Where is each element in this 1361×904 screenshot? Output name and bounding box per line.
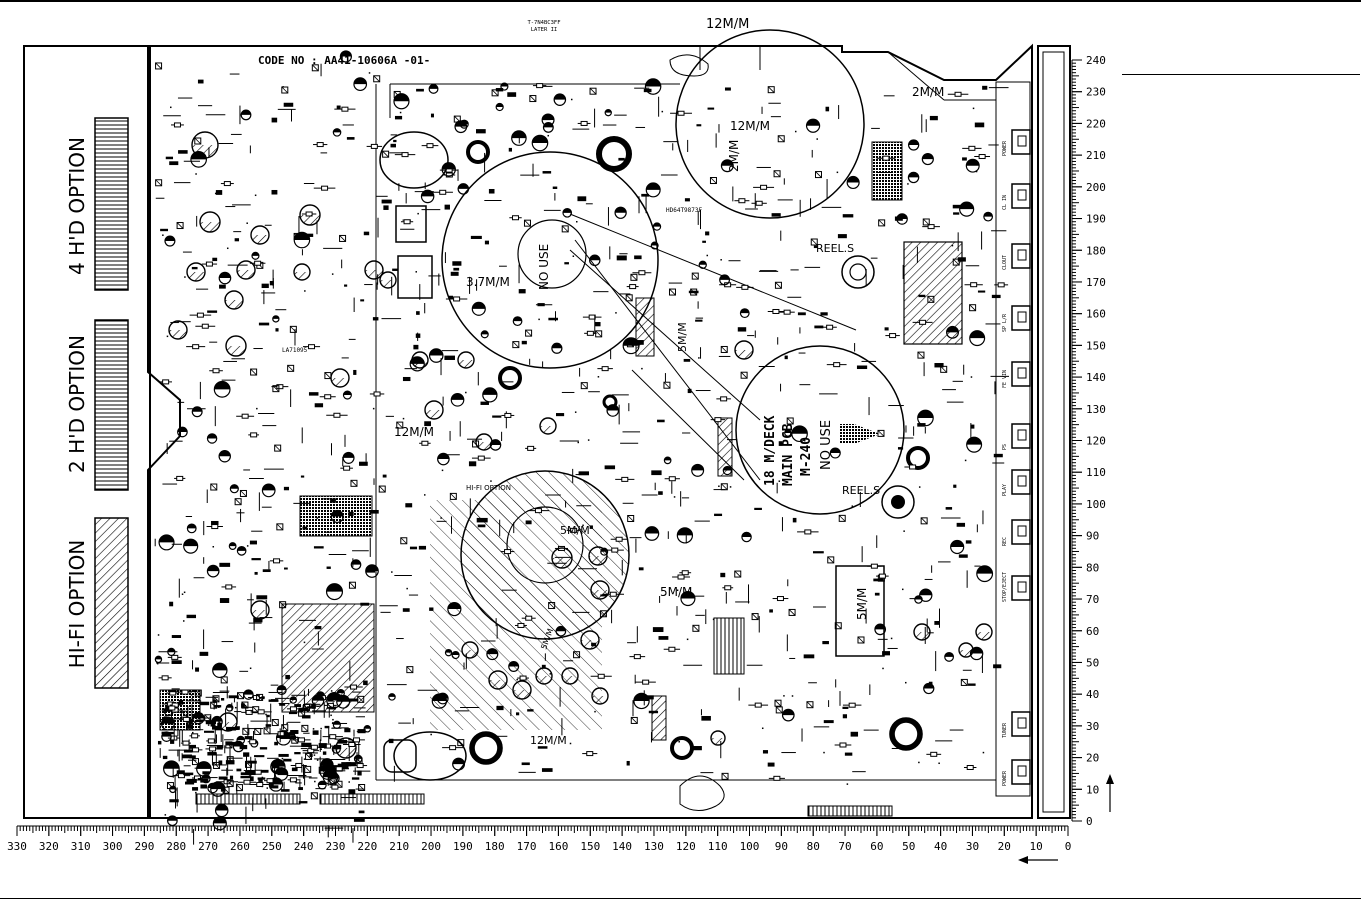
deck-line-1: 18 M/DECK (763, 415, 778, 486)
2hd-option-pad (95, 320, 128, 490)
deck-no-use: NO USE (819, 419, 834, 470)
hscale-tick-label: 310 (70, 840, 91, 853)
hscale-tick-label: 320 (38, 840, 59, 853)
hscale-tick-label: 40 (933, 840, 948, 853)
hscale-tick-label: 180 (484, 840, 505, 853)
hscale-tick-label: 300 (102, 840, 123, 853)
hscale-tick-label: 210 (389, 840, 410, 853)
connector-column (1002, 130, 1030, 786)
vscale-tick-label: 240 (1086, 54, 1106, 67)
hscale-tick-label: 230 (325, 840, 346, 853)
hscale-tick-label: 160 (548, 840, 569, 853)
top-note-1: T-7N4BC3FF (527, 20, 561, 26)
vscale-tick-label: 170 (1086, 275, 1106, 289)
zone-5mm-lower: 5M/M (560, 524, 590, 537)
zone-5mm-box: 5M/M (855, 587, 869, 620)
connector-label: POWER (1002, 770, 1008, 786)
code-number: CODE NO : AA41-10606A -01- (258, 54, 431, 67)
hscale-tick-label: 200 (421, 840, 441, 853)
hscale-tick-label: 70 (838, 840, 852, 853)
hscale-tick-label: 50 (902, 840, 916, 853)
zone-12mm-top: 12M/M (706, 17, 750, 32)
connector-block (1012, 306, 1030, 330)
connector-label: CLOUT (1002, 254, 1008, 270)
hscale-tick-label: 290 (134, 840, 155, 853)
axis-arrow-up (1106, 774, 1114, 812)
vscale-tick-label: 210 (1086, 149, 1106, 163)
connector-label: PS (1002, 443, 1008, 450)
two-hd-option-label: 2 H'D OPTION (65, 335, 89, 473)
ic-label-top: HD64T9873F (666, 207, 703, 214)
vscale-tick-label: 120 (1086, 434, 1106, 448)
hscale-tick-label: 100 (739, 840, 760, 853)
connector-label: FE VIN (1002, 369, 1008, 388)
zone-5mm-right: 5M/M (660, 585, 693, 599)
vscale-tick-label: 40 (1086, 688, 1100, 702)
zone-12mm-circle: 12M/M (730, 119, 771, 133)
right-rail (1038, 46, 1070, 818)
connector-block (1012, 576, 1030, 600)
connector-block (1012, 760, 1030, 784)
hifi-option-pad (95, 518, 128, 688)
hifi-option-label: HI-FI OPTION (65, 539, 89, 669)
hscale-tick-label: 190 (452, 840, 473, 853)
connector-block (1012, 184, 1030, 208)
connector-block (1012, 712, 1030, 736)
zone-5mm-hatch: 5M/M (539, 627, 556, 651)
hscale-tick-label: 140 (612, 840, 633, 853)
hscale-tick-label: 110 (707, 840, 728, 853)
connector-label: SP L/R (1002, 313, 1008, 332)
hscale-tick-label: 80 (806, 840, 820, 853)
connector-label: POWER (1002, 140, 1008, 156)
hscale-tick-label: 240 (293, 840, 314, 853)
vscale-tick-label: 60 (1086, 624, 1100, 638)
vscale-tick-label: 30 (1086, 719, 1100, 733)
reel-s-top: REEL.S (816, 242, 855, 255)
vscale-tick-label: 200 (1086, 180, 1106, 194)
connector-label: TUNER (1002, 722, 1008, 738)
connector-block (1012, 130, 1030, 154)
connector-block (1012, 362, 1030, 386)
vscale-tick-label: 20 (1086, 751, 1100, 765)
deck-line-2: MAIN PCB (781, 423, 796, 486)
option-strip (24, 46, 180, 818)
vscale-tick-label: 230 (1086, 85, 1106, 99)
hscale-tick-label: 270 (198, 840, 219, 853)
vscale-tick-label: 190 (1086, 212, 1106, 226)
hscale-tick-label: 60 (870, 840, 884, 853)
vscale-tick-label: 160 (1086, 307, 1106, 321)
deck-line-3: M-240 (799, 436, 814, 476)
hscale-tick-label: 120 (675, 840, 696, 853)
vscale-tick-label: 100 (1086, 497, 1106, 511)
vertical-scale (1072, 54, 1106, 828)
zone-12mm-bottom: 12M/M (530, 734, 567, 747)
vscale-tick-label: 10 (1086, 783, 1100, 797)
connector-block (1012, 424, 1030, 448)
zone-no-use-1: NO USE (537, 243, 551, 290)
connector-label: STOP/EJECT (1002, 571, 1008, 602)
hscale-tick-label: 20 (997, 840, 1011, 853)
connector-label: PLAY (1002, 483, 1008, 496)
zone-5mm-mid: 5M/M (676, 322, 689, 352)
connector-block (1012, 520, 1030, 544)
hscale-tick-label: 220 (357, 840, 378, 853)
vscale-tick-label: 50 (1086, 656, 1100, 670)
hscale-tick-label: 280 (166, 840, 187, 853)
vscale-tick-label: 150 (1086, 339, 1106, 353)
hifi-board-label: HI-FI OPTION (466, 484, 511, 492)
hscale-tick-label: 250 (261, 840, 282, 853)
vscale-tick-label: 70 (1086, 593, 1100, 607)
ic-label-left: LA71095 (282, 347, 308, 354)
zone-2mm-circle: 2M/M (727, 139, 741, 172)
four-hd-option-label: 4 H'D OPTION (65, 137, 89, 275)
hscale-tick-label: 150 (580, 840, 601, 853)
vscale-tick-label: 220 (1086, 117, 1106, 131)
vscale-tick-label: 0 (1086, 815, 1093, 828)
hscale-tick-label: 30 (965, 840, 980, 853)
4hd-option-pad (95, 118, 128, 290)
connector-block (1012, 244, 1030, 268)
connector-block (1012, 470, 1030, 494)
hscale-tick-label: 90 (774, 840, 788, 853)
connector-label: CL IN (1002, 194, 1008, 210)
vscale-tick-label: 140 (1086, 371, 1106, 385)
zone-2mm-right: 2M/M (912, 85, 945, 99)
hscale-tick-label: 0 (1064, 840, 1072, 853)
hscale-tick-label: 260 (230, 840, 250, 853)
connector-label: REC (1002, 536, 1008, 546)
hscale-tick-label: 330 (7, 840, 27, 853)
axis-arrow-left (1018, 856, 1058, 864)
zone-3-7mm: 3.7M/M (466, 275, 510, 289)
hscale-tick-label: 130 (644, 840, 664, 853)
vscale-tick-label: 90 (1086, 529, 1100, 543)
hscale-tick-label: 10 (1029, 840, 1043, 853)
horizontal-scale (7, 826, 1071, 853)
reel-s-bottom: REEL.S (842, 484, 881, 497)
vscale-tick-label: 130 (1086, 402, 1106, 416)
zone-12mm-left: 12M/M (394, 425, 435, 439)
hscale-tick-label: 170 (516, 840, 537, 853)
vscale-tick-label: 110 (1086, 466, 1106, 480)
vscale-tick-label: 80 (1086, 561, 1100, 575)
vscale-tick-label: 180 (1086, 244, 1106, 258)
top-note-2: LATER II (530, 27, 558, 33)
